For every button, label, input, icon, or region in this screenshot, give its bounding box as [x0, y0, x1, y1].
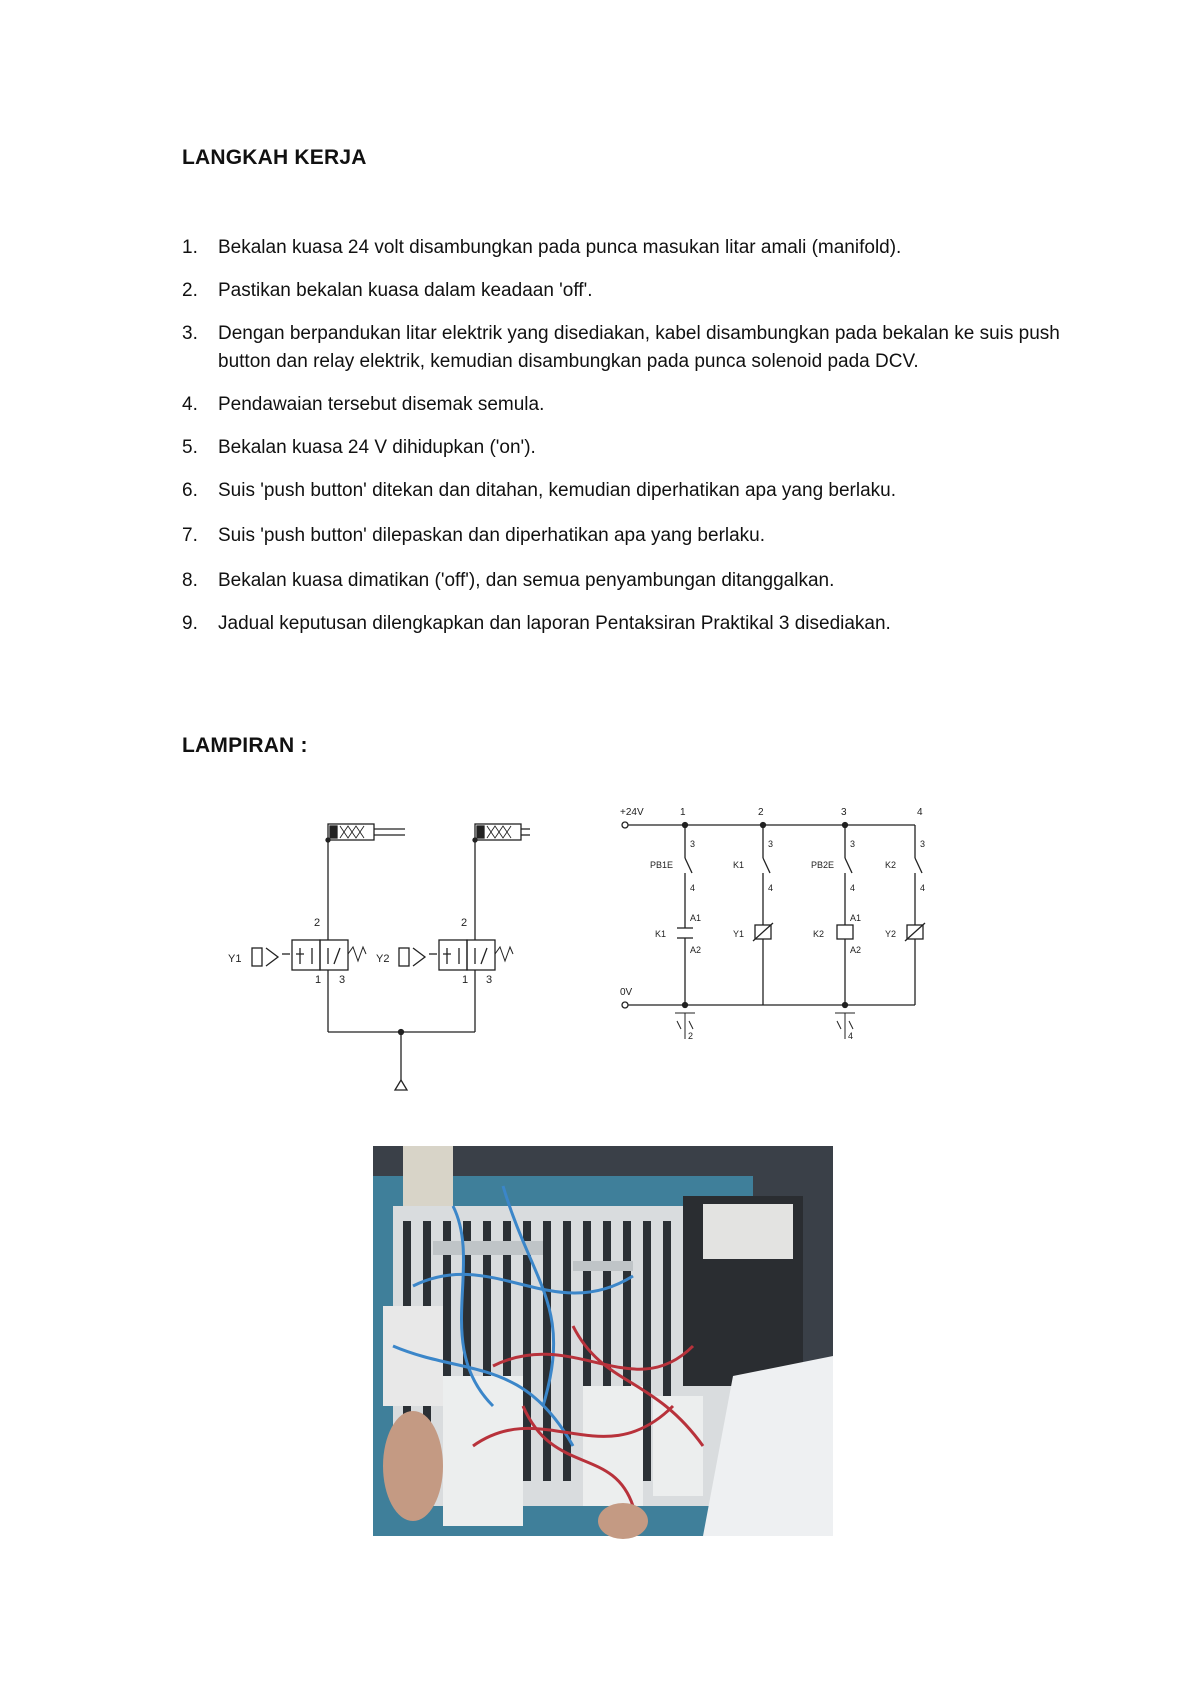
section-heading-attachment: LAMPIRAN :	[182, 734, 308, 757]
svg-text:4: 4	[690, 883, 696, 893]
svg-text:4: 4	[850, 883, 856, 893]
step-item: 4. Pendawaian tersebut disemak semula.	[182, 394, 545, 415]
svg-text:Y1: Y1	[228, 953, 242, 965]
cylinder-2	[475, 824, 530, 840]
step-item: 5. Bekalan kuasa 24 V dihidupkan ('on').	[182, 437, 536, 458]
rung-2	[733, 823, 773, 1006]
svg-text:K2: K2	[813, 929, 825, 939]
air-source-icon	[395, 1080, 407, 1090]
svg-text:1: 1	[680, 807, 686, 818]
svg-text:PB2E: PB2E	[811, 860, 835, 870]
step-item: 3. Dengan berpandukan litar elektrik yang disediakan, kabel disambungkan pada bekalan ke suis push button dan relay elektrik, kemudian disambungkan pada punca solenoid pada DCV.	[182, 323, 1060, 372]
step-text: Bekalan kuasa 24 volt disambungkan pada punca masukan litar amali (manifold).	[218, 237, 902, 258]
svg-text:A2: A2	[690, 945, 702, 955]
pneumatic-circuit-diagram	[230, 808, 530, 1098]
svg-text:3: 3	[841, 807, 847, 818]
svg-text:4: 4	[768, 883, 774, 893]
svg-text:2: 2	[461, 917, 468, 929]
step-item: 1. Bekalan kuasa 24 volt disambungkan pada punca masukan litar amali (manifold).	[182, 237, 902, 258]
svg-text:1: 1	[462, 974, 469, 986]
step-text: Bekalan kuasa 24 V dihidupkan ('on').	[218, 437, 536, 458]
trainer-photo	[373, 1146, 833, 1536]
step-text: Dengan berpandukan litar elektrik yang disediakan, kabel disambungkan pada bekalan ke suis push button dan relay elektrik, kemudian disambungkan pada punca solenoid pada DCV.	[218, 323, 1060, 372]
svg-text:K1: K1	[655, 929, 667, 939]
step-item: 2. Pastikan bekalan kuasa dalam keadaan 'off'.	[182, 280, 593, 301]
step-item: 6. Suis 'push button' ditekan dan ditahan, kemudian diperhatikan apa yang berlaku.	[182, 480, 897, 501]
svg-text:A1: A1	[690, 913, 702, 923]
step-item: 7. Suis 'push button' dilepaskan dan diperhatikan apa yang berlaku.	[182, 525, 766, 546]
svg-text:3: 3	[339, 974, 346, 986]
svg-text:3: 3	[690, 839, 696, 849]
solenoid-valve-2	[376, 917, 513, 1032]
step-text: Suis 'push button' dilepaskan dan diperhatikan apa yang berlaku.	[218, 525, 766, 546]
steps-list	[182, 234, 1082, 653]
step-text: Pastikan bekalan kuasa dalam keadaan 'off'.	[218, 280, 593, 301]
svg-text:K2: K2	[885, 860, 897, 870]
svg-text:1: 1	[315, 974, 322, 986]
step-item: 9. Jadual keputusan dilengkapkan dan laporan Pentaksiran Praktikal 3 disediakan.	[182, 613, 891, 634]
svg-text:4: 4	[917, 807, 923, 818]
step-text: Jadual keputusan dilengkapkan dan laporan Pentaksiran Praktikal 3 disediakan.	[218, 613, 891, 634]
cylinder-1	[328, 824, 405, 840]
svg-text:Y2: Y2	[376, 953, 390, 965]
svg-text:2: 2	[688, 1031, 694, 1041]
cross-reference-2	[835, 1013, 855, 1041]
trainer-photo-image	[373, 1146, 833, 1536]
cross-reference-1	[675, 1013, 695, 1041]
rung-4	[885, 825, 925, 1005]
svg-text:3: 3	[850, 839, 856, 849]
step-text: Suis 'push button' ditekan dan ditahan, kemudian diperhatikan apa yang berlaku.	[218, 480, 897, 501]
svg-text:2: 2	[314, 917, 321, 929]
svg-text:A2: A2	[850, 945, 862, 955]
solenoid-valve-1	[228, 917, 366, 1032]
svg-text:3: 3	[920, 839, 926, 849]
svg-text:+24V: +24V	[620, 807, 644, 818]
svg-text:4: 4	[848, 1031, 854, 1041]
ladder-circuit-diagram	[615, 803, 945, 1043]
svg-text:Y1: Y1	[733, 929, 745, 939]
rung-1	[650, 823, 701, 1008]
svg-text:0V: 0V	[620, 987, 633, 998]
svg-text:K1: K1	[733, 860, 745, 870]
section-heading-steps: LANGKAH KERJA	[182, 146, 367, 169]
step-text: Pendawaian tersebut disemak semula.	[218, 394, 545, 415]
svg-text:Y2: Y2	[885, 929, 897, 939]
svg-text:3: 3	[486, 974, 493, 986]
svg-text:A1: A1	[850, 913, 862, 923]
rung-3	[811, 823, 861, 1008]
step-item: 8. Bekalan kuasa dimatikan ('off'), dan semua penyambungan ditanggalkan.	[182, 570, 835, 591]
svg-text:4: 4	[920, 883, 926, 893]
svg-text:3: 3	[768, 839, 774, 849]
svg-text:2: 2	[758, 807, 764, 818]
step-text: Bekalan kuasa dimatikan ('off'), dan semua penyambungan ditanggalkan.	[218, 570, 835, 591]
svg-text:PB1E: PB1E	[650, 860, 674, 870]
